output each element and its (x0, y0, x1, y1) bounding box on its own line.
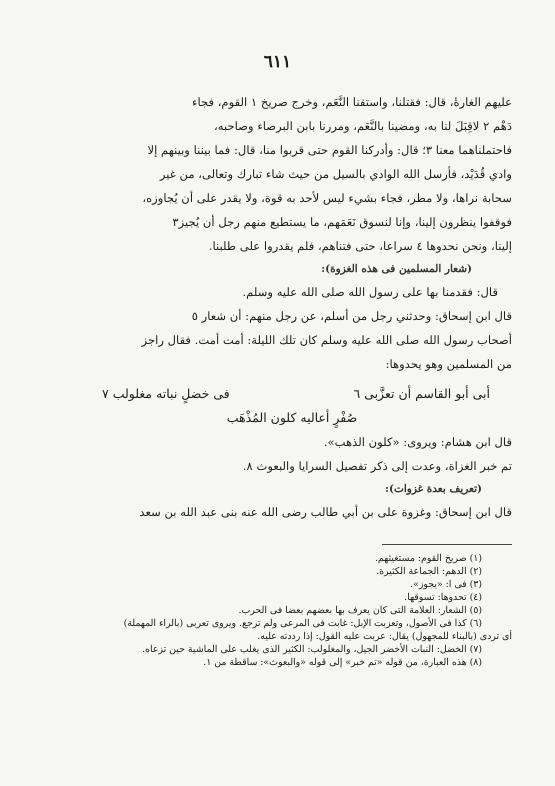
poem-verse (72, 382, 512, 406)
body-line: قال ابن إسحاق: وحدثني رجل من أسلم، عن رجل منهم: أن شعار ٥ (191, 309, 512, 323)
body-line: من المسلمين وهو يحدوها: (385, 357, 512, 371)
footnote: (١) صريخ القوم: مستغيثهم. (374, 553, 482, 564)
footnote: (٧) الخضل: النبات الأخضر الجيل، والمغلولب: الكثير الذى يغلب على الماشية حين تزعاه. (142, 644, 482, 655)
footnote: (٤) تحدوها: تسوقها. (404, 592, 482, 603)
body-line: قال: فقدمنا بها على رسول الله صلى الله عليه وسلم. (242, 285, 498, 299)
main-text (72, 90, 512, 524)
poem-hemistich: أبى أبو القاسم أن تعزَّبى ٦ (353, 386, 490, 401)
body-line: دَهْم ٢ لاقِبَلَ لنا به، ومضينا بالنَّعَم، ومررنا بابن البرصاء وصاحبه، (214, 119, 512, 133)
body-line: تم خبر الغزاة، وعدت إلى ذكر تفصيل السرايا والبعوث ٨. (242, 459, 512, 473)
body-line: قال ابن إسحاق: وغزوة على بن أبي طالب رضى الله عنه بنى عبد الله بن سعد (139, 505, 512, 519)
section-heading: (شعار المسلمين فى هذه الغزوة): (321, 263, 472, 275)
body-line: سحابة نراها، ولا مطر، فجاء بشيء ليس لأحد به قوة، ولا يقدر على أن يُجاوزه، (142, 191, 512, 205)
footnote-divider (382, 544, 512, 545)
body-line: فاحتملناهما معنا ٣؛ قال: وأدركنا القوم حتى قربوا منا، قال: فما بيننا وبينهم إلا (147, 143, 512, 157)
footnote: أى تردى (بالبناء للمجهول) يقال: عربت عليه القول: إذا رددته عليه. (257, 631, 512, 642)
body-line: فوقفوا ينظرون إلينا، وإنا لنسوق نَعَمَهم، ما يستطيع منهم رجل أن يُجيز٣ (172, 215, 512, 229)
poem (72, 382, 512, 430)
body-line: قال ابن هشام: ويروى: «كلون الذهب». (323, 435, 512, 449)
body-line: وادي قُدَيْد، فأرسل الله الوادي بالسيل من حيث شاء تبارك وتعالى، من غير (159, 167, 512, 181)
footnote: (٢) الدهم: الجماعة الكثيرة. (376, 566, 482, 577)
body-line: إلينا، ونحن نحدوها ٤ سراعا، حتى فتناهم، فلم يقدروا على طلبنا. (208, 239, 512, 253)
section-heading: (تعريف بعدة غزوات): (385, 483, 482, 495)
poem-hemistich: فى خضلٍ نباته مغلولب ٧ (102, 386, 230, 401)
poem-verse: صُفْرٍ أعاليه كلون المُذْهَب (226, 410, 358, 425)
body-line: عليهم الغارةٔ، قال: فقتلنا، واستقنا النَّعَم، وخرج صريخ ١ القوم، فجاء (192, 95, 512, 109)
footnote: (٨) هذه العبارة، من قوله «تم خبر» إلى قوله «والبعوث»: ساقطة من ١. (203, 657, 482, 668)
body-line: أصحاب رسول الله صلى الله عليه وسلم كان تلك الليلة: أمت أمت. فقال راجز (141, 333, 512, 347)
footnote: (٥) الشعار: العلامة التى كان يعرف بها بعضهم بعضا فى الحرب. (238, 605, 482, 616)
footnote: (٣) فى ا: «يجوز». (410, 579, 482, 590)
page-number: ٦١١ (263, 52, 292, 72)
footnote: (٦) كذا فى الأصول، وتعزبت الإبل: غابت فى المرعى ولم ترجع. ويروى تعربى (بالراء المهملة) (123, 618, 482, 629)
footnotes (72, 552, 512, 669)
